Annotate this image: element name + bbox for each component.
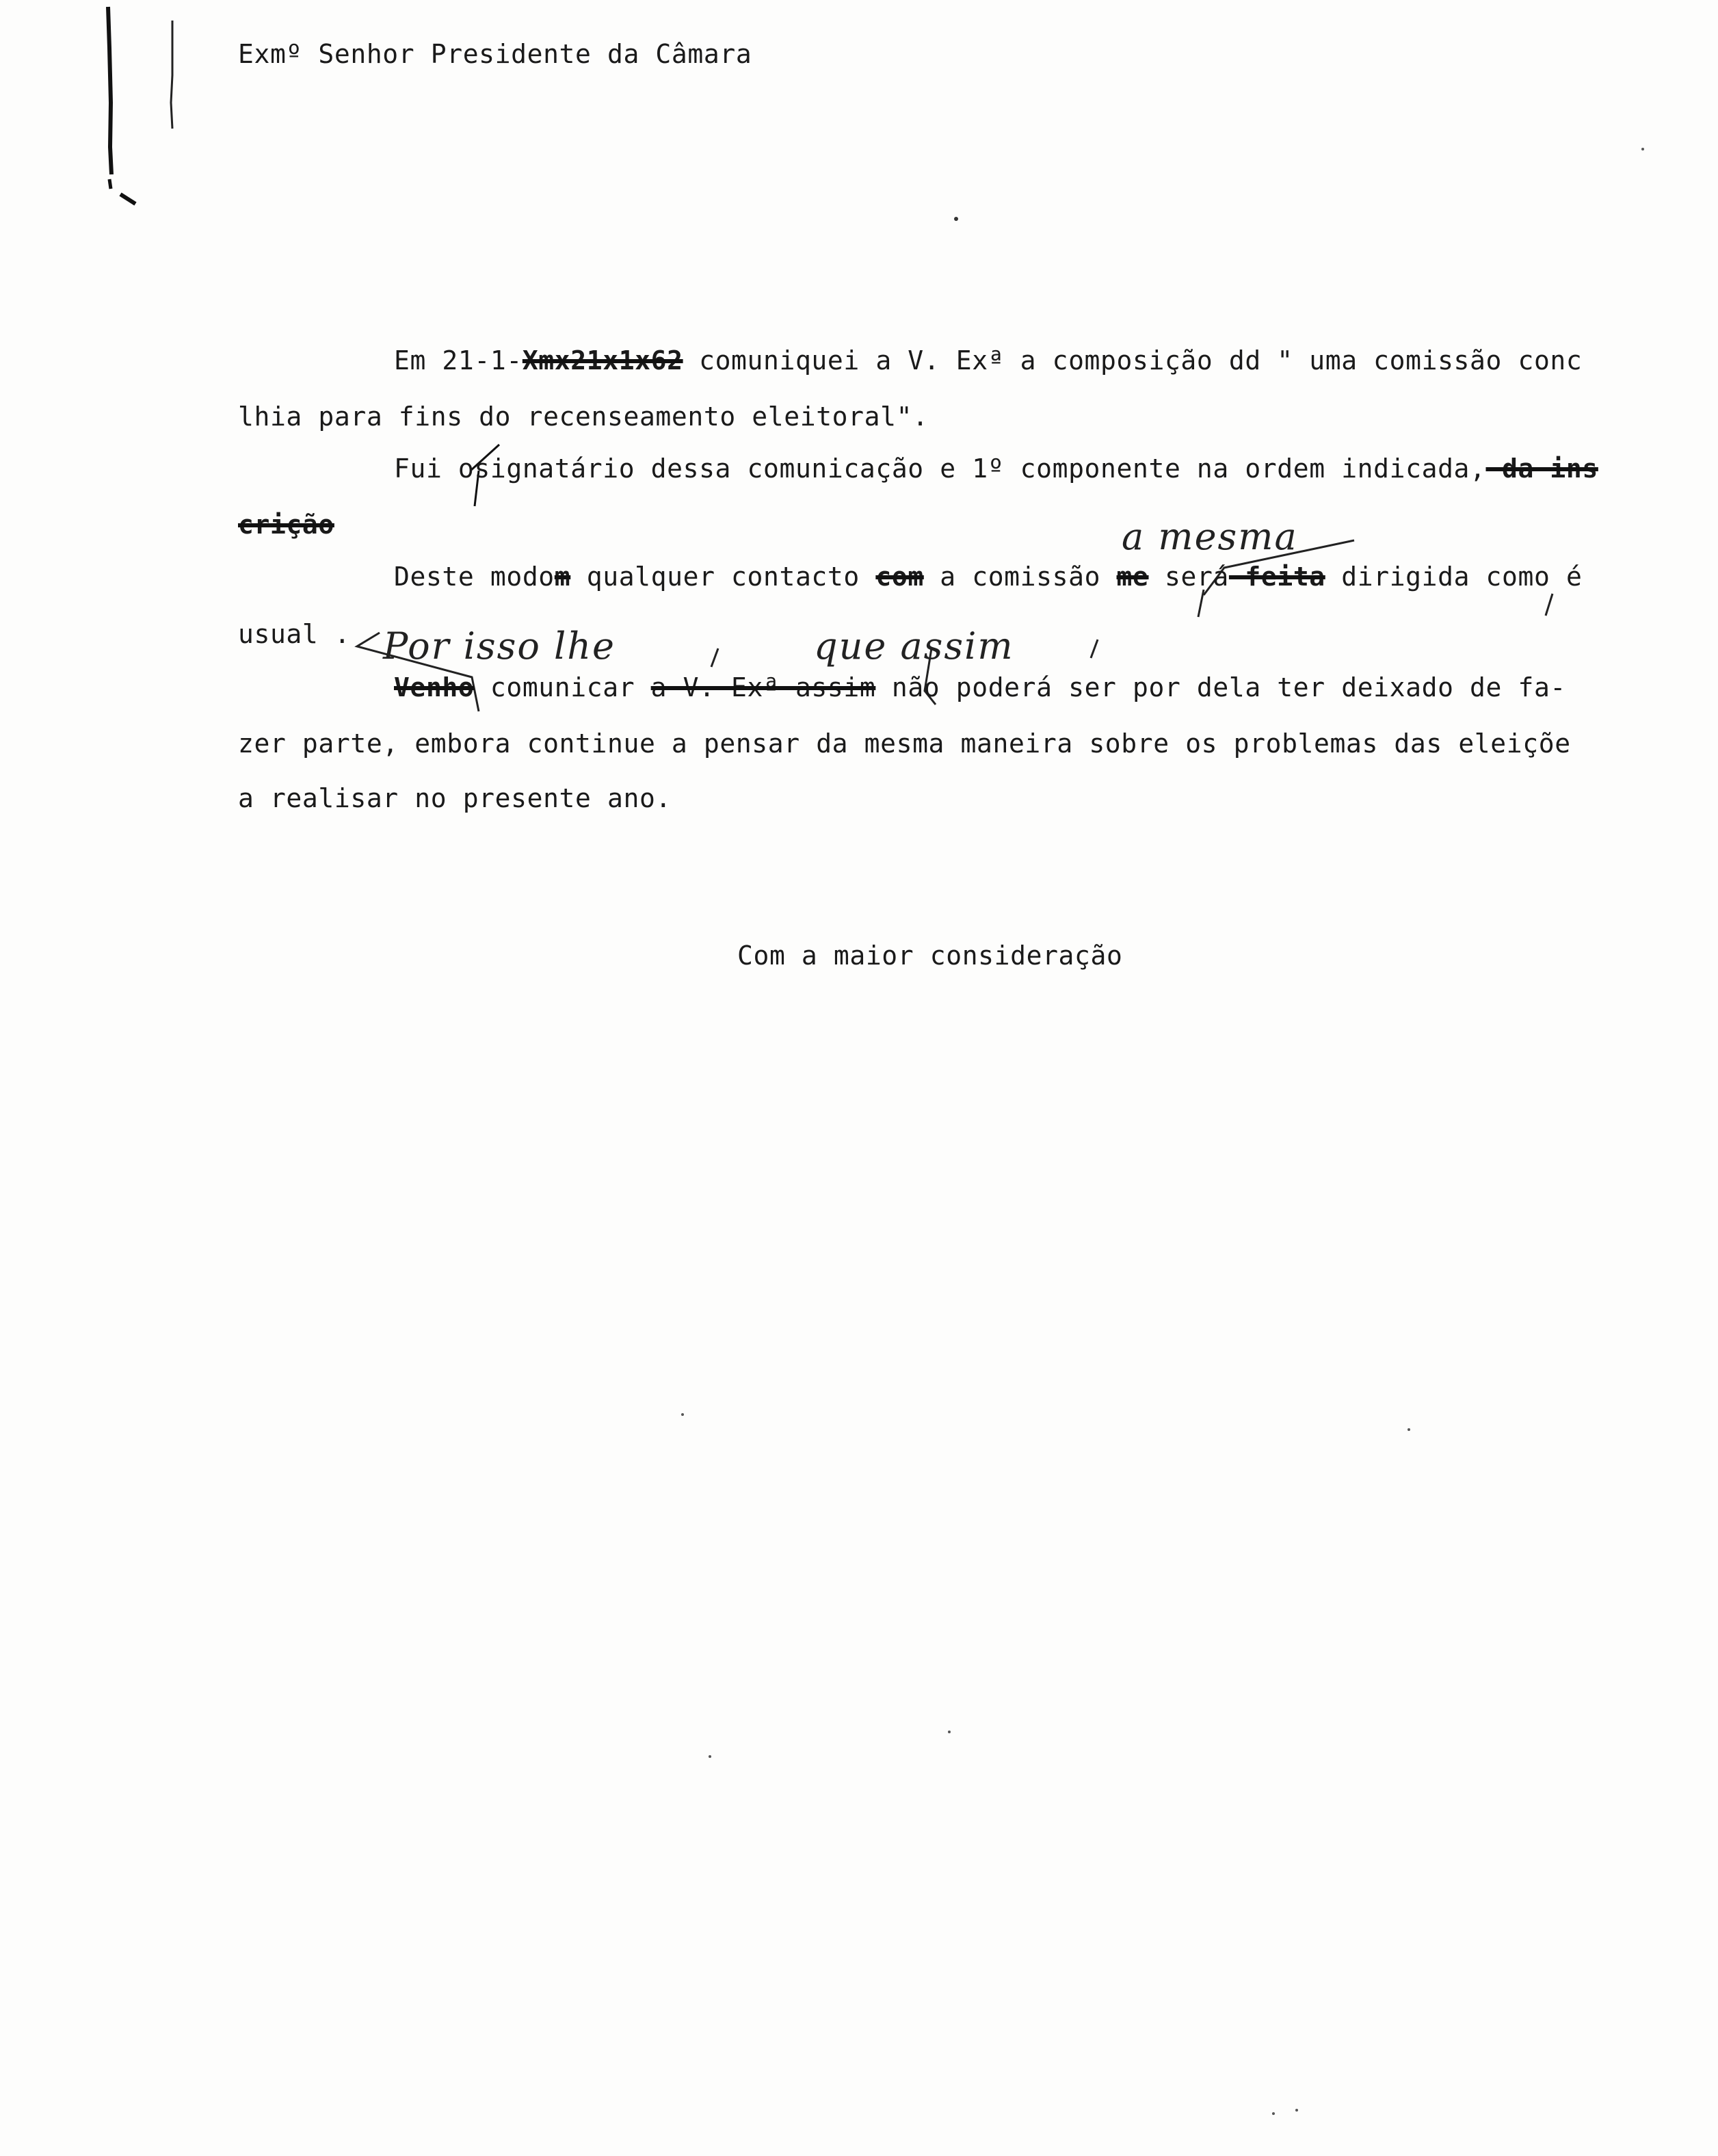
handwritten-insertion-que-assim: que assim [814,625,1014,668]
paragraph-2-line-1 [394,453,1598,484]
p2-prefix: Fui o [394,453,475,484]
paragraph-1-line-2: lhia para fins do recenseamento eleitoral". [238,402,929,432]
p3-prefix: Deste modo [394,562,555,592]
paragraph-4-line-1 [394,674,1566,700]
p3-struck-3: me [1116,562,1149,592]
p4-struck-2: a V. Exª assim [650,672,876,702]
paragraph-3-line-2: usual . [238,619,351,649]
p1-date-prefix: Em 21-1- [394,345,523,376]
p4-text-2: não poderá ser por dela ter deixado de fa- [875,672,1566,702]
paragraph-2-line-2: crição [238,510,334,540]
p3-struck-2: com [875,562,924,592]
salutation: Exmº Senhor Presidente da Câmara [238,39,752,69]
handwritten-insertion-por-isso-lhe: Por isso lhe [383,625,616,668]
p1-struck-typo: Xmx21x1x62 [522,345,683,376]
p4-struck-1: Venho [394,672,475,702]
p3-text-3: será [1148,562,1229,592]
p3-struck-4: feita [1228,562,1325,592]
p3-text-4: dirigida como é [1325,562,1583,592]
p3-struck-1: m [554,562,571,592]
handwritten-insertion-a-mesma: a mesma [1122,515,1298,558]
p2-struck-end: da ins [1485,453,1598,484]
p2-text: signatário dessa comunicação e 1º componente na ordem indicada, [474,453,1486,484]
p1-text: comuniquei a V. Exª a composição dd " uma comissão conc [683,345,1583,376]
p4-text-1: comunicar [474,672,651,702]
p3-text-1: qualquer contacto [570,562,876,592]
paragraph-3-line-1 [394,564,1582,590]
p3-text-2: a comissão [923,562,1117,592]
paragraph-4-line-2: zer parte, embora continue a pensar da mesma maneira sobre os problemas das eleiçõe [238,728,1571,759]
paragraph-4-line-3: a realisar no presente ano. [238,783,672,813]
closing: Com a maior consideração [737,941,1123,971]
paragraph-1-line-1 [394,345,1583,376]
